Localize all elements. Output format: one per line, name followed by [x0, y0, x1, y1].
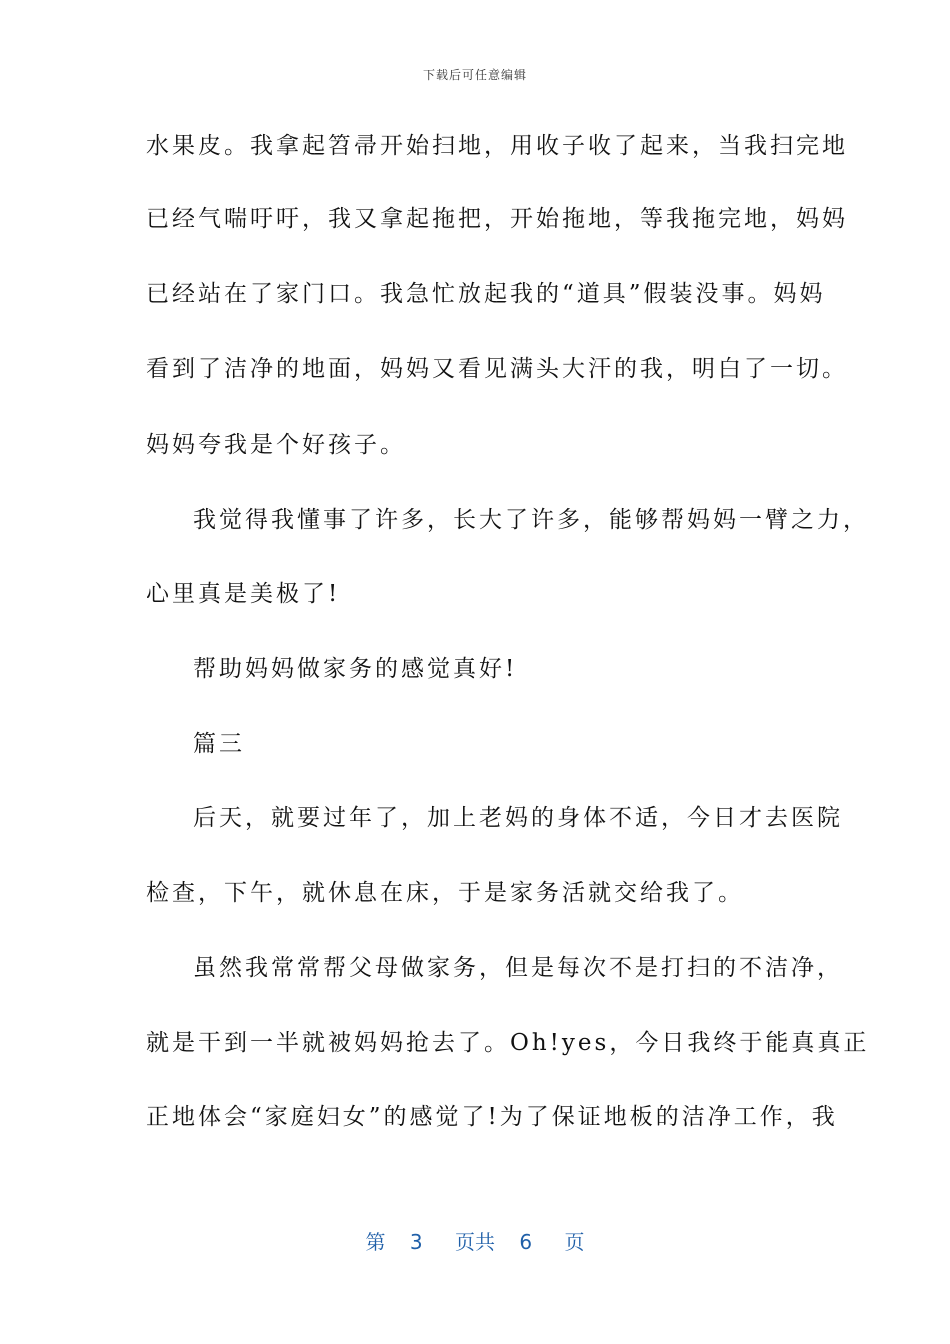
body-line-7: 心里真是美极了! — [146, 581, 341, 607]
body-line-5: 妈妈夸我是个好孩子。 — [146, 432, 406, 458]
body-line-12: 虽然我常常帮父母做家务，但是每次不是打扫的不洁净， — [193, 955, 843, 981]
body-line-10: 后天，就要过年了，加上老妈的身体不适，今日才去医院 — [193, 805, 843, 831]
body-line-8: 帮助妈妈做家务的感觉真好! — [193, 656, 518, 682]
page-header: 下载后可任意编辑 — [422, 68, 527, 82]
body-line-4: 看到了洁净的地面，妈妈又看见满头大汗的我，明白了一切。 — [146, 356, 848, 382]
footer-suffix: 页 — [564, 1230, 585, 1254]
body-line-11: 检查，下午，就休息在床，于是家务活就交给我了。 — [146, 880, 744, 906]
section-heading: 篇三 — [193, 731, 245, 757]
footer-middle: 页共 — [455, 1230, 495, 1254]
body-line-3: 已经站在了家门口。我急忙放起我的“道具”假装没事。妈妈 — [146, 281, 826, 307]
body-line-6: 我觉得我懂事了许多，长大了许多，能够帮妈妈一臂之力， — [193, 507, 869, 533]
body-line-2: 已经气喘吁吁，我又拿起拖把，开始拖地，等我拖完地，妈妈 — [146, 206, 848, 232]
body-line-13: 就是干到一半就被妈妈抢去了。Oh!yes，今日我终于能真真正 — [146, 1030, 870, 1056]
body-line-14: 正地体会“家庭妇女”的感觉了!为了保证地板的洁净工作，我 — [146, 1104, 838, 1130]
page-footer — [0, 1226, 950, 1255]
footer-current-page: 3 — [409, 1230, 423, 1254]
body-line-1: 水果皮。我拿起笤帚开始扫地，用收子收了起来，当我扫完地 — [146, 133, 848, 159]
footer-prefix: 第 — [365, 1230, 386, 1254]
footer-total-pages: 6 — [519, 1230, 533, 1254]
